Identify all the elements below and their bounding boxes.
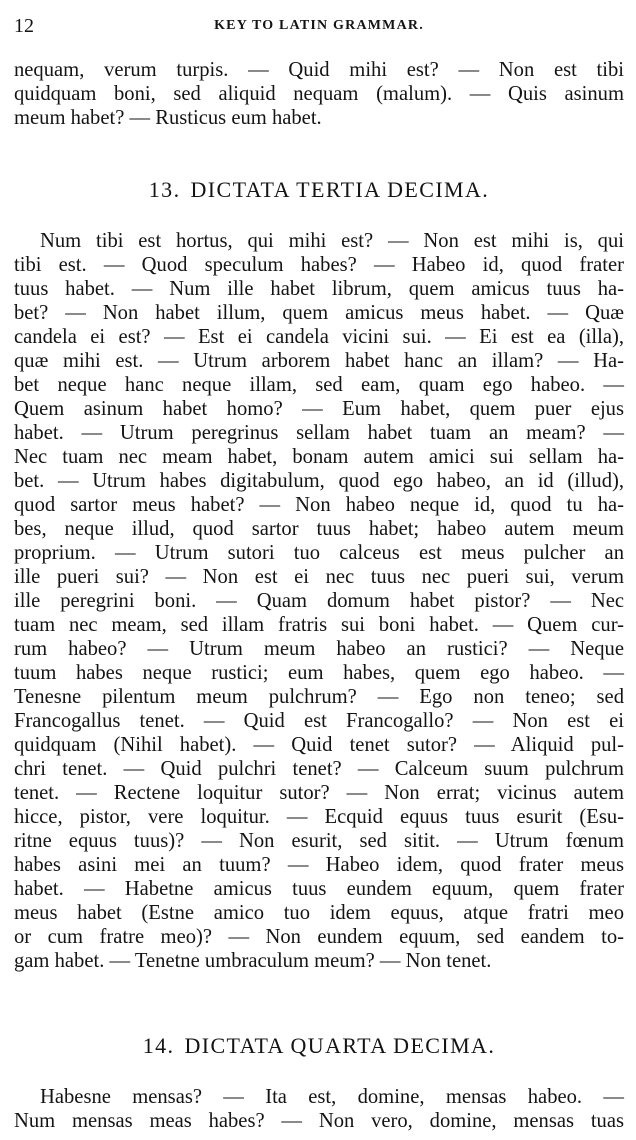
text-line: bet neque hanc neque illam, sed eam, quam ego habeo. — [14, 374, 624, 396]
text-line: quod sartor meus habet? — Non habeo neque id, quod tu ha- [14, 494, 624, 516]
text-line: Nec tuam nec meam habet, bonam autem amici sui sellam ha- [14, 446, 624, 468]
text-line: gam habet. — Tenetne umbraculum meum? — Non tenet. [14, 950, 492, 972]
text-line: quæ mihi est. — Utrum arborem habet hanc an illam? — Ha- [14, 350, 624, 372]
text-line: bes, neque illud, quod sartor tuus habet; habeo autem meum [14, 518, 624, 540]
text-line: or cum fratre meo)? — Non eundem equum, sed eandem to- [14, 926, 624, 948]
text-line: quidquam boni, sed aliquid nequam (malum). — Quis asinum [14, 83, 624, 105]
text-line: proprium. — Utrum sutori tuo calceus est meus pulcher an [14, 542, 624, 564]
text-line: Num mensas meas habes? — Non vero, domine, mensas tuas [14, 1110, 624, 1132]
text-line: habet. — Utrum peregrinus sellam habet tuam an meam? — [14, 422, 624, 444]
text-line: tuum habes neque rustici; eum habes, quem ego habeo. — [14, 662, 624, 684]
text-line: habes asini mei an tuum? — Habeo idem, quod frater meus [14, 854, 624, 876]
text-line: chri tenet. — Quid pulchri tenet? — Calceum suum pulchrum [14, 758, 624, 780]
intro-paragraph [14, 58, 624, 130]
text-line: ritne equus tuus)? — Non esurit, sed sitit. — Utrum fœnum [14, 830, 624, 852]
text-line: tuam nec meam, sed illam fratris sui boni habet. — Quem cur- [14, 614, 624, 636]
text-line: bet? — Non habet illum, quem amicus meus habet. — Quæ [14, 302, 624, 324]
section-13-number: 13. [148, 177, 181, 202]
text-line: Tenesne pilentum meum pulchrum? — Ego non teneo; sed [14, 686, 624, 708]
text-line: Num tibi est hortus, qui mihi est? — Non est mihi is, qui [40, 230, 624, 252]
text-line: rum habeo? — Utrum meum habeo an rustici? — Neque [14, 638, 624, 660]
text-line: nequam, verum turpis. — Quid mihi est? — Non est tibi [14, 59, 624, 81]
section-14-body [14, 1085, 624, 1133]
text-line: tuus habet. — Num ille habet librum, quem amicus tuus ha- [14, 278, 624, 300]
text-line: Quem asinum habet homo? — Eum habet, quem puer ejus [14, 398, 624, 420]
text-line: quidquam (Nihil habet). — Quid tenet sutor? — Aliquid pul- [14, 734, 624, 756]
text-line: tenet. — Rectene loquitur sutor? — Non errat; vicinus autem [14, 782, 624, 804]
section-14-number: 14. [142, 1033, 175, 1058]
section-13-title: DICTATA TERTIA DECIMA. [190, 177, 490, 202]
page-number: 12 [14, 15, 34, 37]
section-13-heading [14, 176, 624, 204]
text-line: ille pueri sui? — Non est ei nec tuus nec pueri sui, verum [14, 566, 624, 588]
text-line: bet. — Utrum habes digitabulum, quod ego habeo, an id (illud), [14, 470, 624, 492]
text-line: meum habet? — Rusticus eum habet. [14, 107, 322, 129]
text-line: tibi est. — Quod speculum habes? — Habeo id, quod frater [14, 254, 624, 276]
section-13-body [14, 229, 624, 973]
section-14-title: DICTATA QUARTA DECIMA. [184, 1033, 496, 1058]
text-line: Francogallus tenet. — Quid est Francogallo? — Non est ei [14, 710, 624, 732]
text-line: meus habet (Estne amico tuo idem equus, atque fratri meo [14, 902, 624, 924]
text-line: hicce, pistor, vere loquitur. — Ecquid equus tuus esurit (Esu- [14, 806, 624, 828]
text-line: candela ei est? — Est ei candela vicini sui. — Ei est ea (illa), [14, 326, 624, 348]
running-head-title: KEY TO LATIN GRAMMAR. [214, 18, 424, 33]
text-line: habet. — Habetne amicus tuus eundem equum, quem frater [14, 878, 624, 900]
text-line: ille peregrini boni. — Quam domum habet pistor? — Nec [14, 590, 624, 612]
text-line: Habesne mensas? — Ita est, domine, mensas habeo. — [40, 1086, 624, 1108]
section-14-heading [14, 1032, 624, 1060]
running-head [14, 12, 624, 40]
